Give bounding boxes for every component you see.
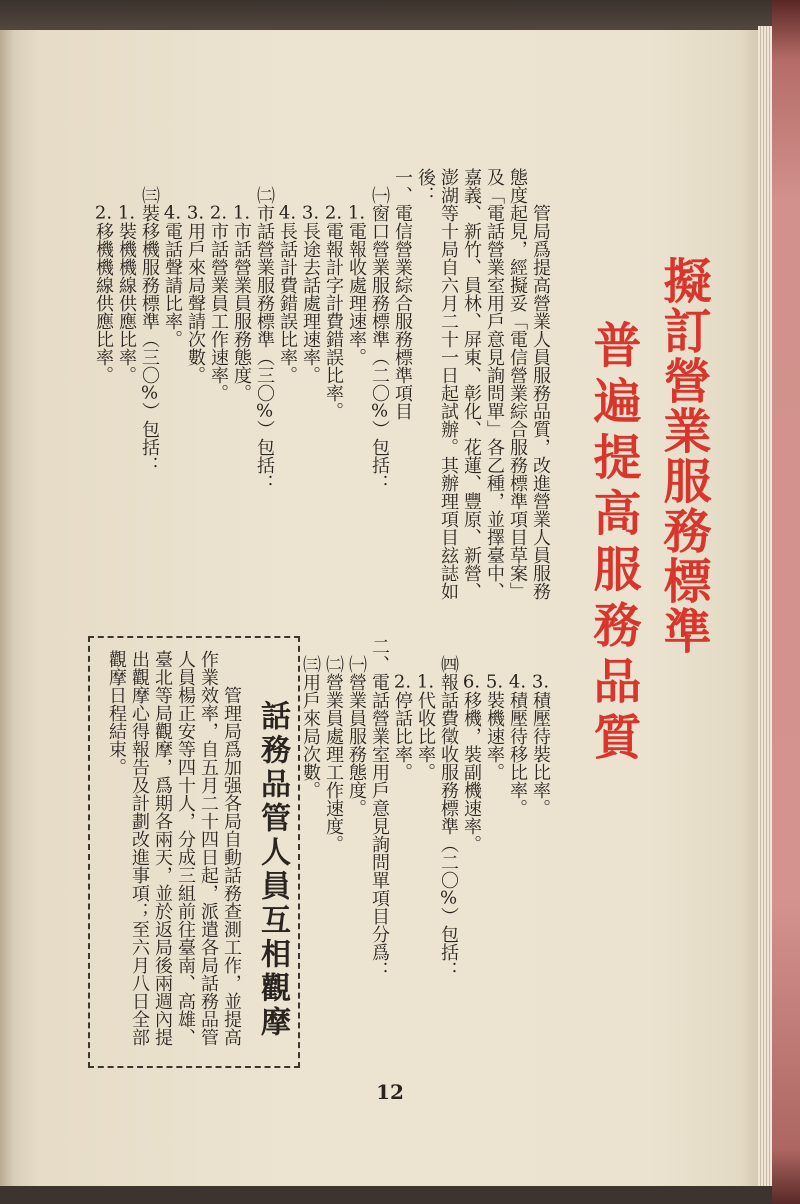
sidebar-body-line: 人員楊正安等四十人，分成三組前往臺南、高雄、 (175, 650, 196, 1046)
headline-line-2: 普遍提高服務品質 (585, 320, 641, 768)
article-body-lower (299, 637, 552, 997)
intro-line: 及「電話營業室用戶意見詢問單」各乙種，並擇臺中、 (484, 168, 505, 600)
sidebar-body-line: 觀摩日程結束。 (106, 650, 127, 776)
sidebar-body-line: 管理局爲加强各局自動話務查測工作，並提高 (221, 686, 242, 1046)
book-cover-edge (772, 0, 800, 1204)
intro-line: 嘉義、新竹、員林、屏東、彰化、花蓮、豐原、新營、 (461, 168, 482, 600)
list-item: 4.積壓待移比率。 (507, 673, 528, 817)
intro-line: 澎湖等十局自六月二十一日起試辦。其辦理項目玆誌如 (438, 168, 459, 600)
intro-line: 態度起見，經擬妥「電信營業綜合服務標準項目草案」 (507, 168, 528, 600)
list-item: 1.電報收處理速率。 (346, 204, 367, 366)
group-heading: ㈣報話費徵收服務標準（二〇%）包括： (438, 655, 459, 979)
list-item: 3.長途去話處理速率。 (300, 204, 321, 384)
list-item: 2.停話比率。 (392, 673, 413, 781)
list-item: ㈢用戶來局次數。 (300, 655, 321, 799)
list-item: 3.積壓待裝比率。 (530, 673, 551, 817)
list-item: 1.代收比率。 (415, 673, 436, 781)
list-item: 4.長話計費錯誤比率。 (277, 204, 298, 384)
list-item: 2.市話營業員工作速率。 (208, 204, 229, 402)
section-heading: 二、電話營業室用戶意見詢問單項目分爲： (369, 637, 390, 979)
list-item: 1.裝機機線供應比率。 (116, 204, 137, 384)
group-heading: ㈠窗口營業服務標準（二〇%）包括： (369, 186, 390, 492)
list-item: 4.電話聲請比率。 (162, 204, 183, 348)
sidebar-body-line: 出觀摩心得報告及計劃改進事項；至六月八日全部 (129, 650, 150, 1046)
article-body-upper (92, 168, 552, 608)
group-heading: ㈡市話營業服務標準（三〇%）包括： (254, 186, 275, 492)
headline-line-1: 擬訂營業服務標準 (655, 256, 711, 656)
list-item: 2.電報計字計費錯誤比率。 (323, 204, 344, 420)
intro-line: 管局爲提高營業人員服務品質，改進營業人員服務 (530, 204, 551, 600)
list-item: 1.市話營業員服務態度。 (231, 204, 252, 402)
list-item: 5.裝機速率。 (484, 673, 505, 781)
list-item: 2.移機機線供應比率。 (93, 204, 114, 384)
list-item: ㈠營業員服務態度。 (346, 655, 367, 817)
backdrop-bottom (0, 1186, 772, 1204)
sidebar-title: 話務品管人員互相觀摩 (255, 700, 290, 1040)
intro-line: 後： (415, 168, 436, 204)
sidebar-body (105, 650, 243, 1060)
section-heading: 一、電信營業綜合服務標準項目 (392, 168, 413, 420)
list-item: 6.移機，裝副機速率。 (461, 673, 482, 853)
list-item: ㈡營業員處理工作速度。 (323, 655, 344, 853)
group-heading: ㈢裝移機服務標準（三〇%）包括： (139, 186, 160, 474)
list-item: 3.用戶來局聲請次數。 (185, 204, 206, 384)
page-number: 12 (376, 1080, 404, 1104)
sidebar-body-line: 臺北等局觀摩，爲期各兩天，並於返局後兩週內提 (152, 650, 173, 1046)
sidebar-body-line: 作業效率，自五月二十四日起，派遣各局話務品管 (198, 650, 219, 1046)
sidebar-news-box (88, 636, 300, 1068)
